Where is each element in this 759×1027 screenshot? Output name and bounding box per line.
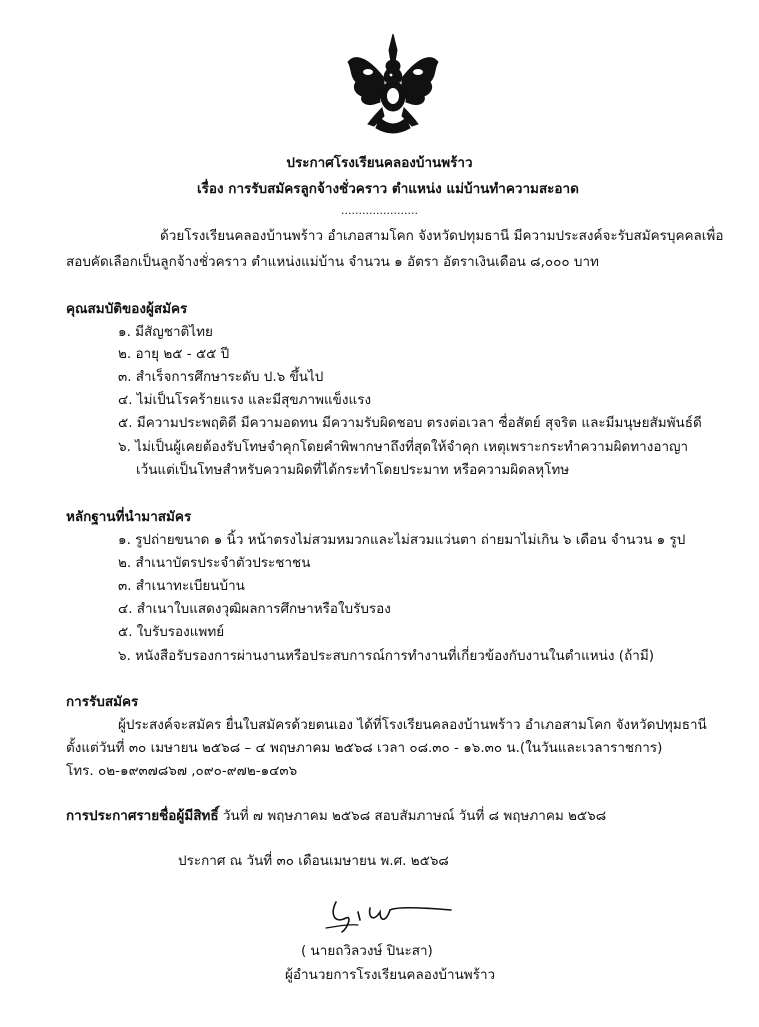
signer-name: ( นายถวิลวงษ์ ปินะสา)	[301, 943, 433, 959]
list-item-continuation: เว้นแต่เป็นโทษสำหรับความผิดที่ได้กระทำโดยประมาท หรือความผิดลหุโทษ	[136, 462, 570, 478]
garuda-emblem-icon	[344, 32, 442, 140]
announcement-subject: เรื่อง การรับสมัครลูกจ้างชั่วคราว ตำแหน่ง แม่บ้านทำความสะอาด	[197, 181, 579, 197]
list-item: ๓. สำเร็จการศึกษาระดับ ป.๖ ขึ้นไป	[118, 369, 324, 385]
list-item: ๖. หนังสือรับรองการผ่านงานหรือประสบการณ์การทำงานที่เกี่ยวข้องกับงานในตำแหน่ง (ถ้ามี)	[118, 648, 654, 664]
list-item: ๕. ใบรับรองแพทย์	[118, 624, 225, 640]
announcement-label: การประกาศรายชื่อผู้มีสิทธิ์	[66, 808, 219, 824]
intro-line-2: สอบคัดเลือกเป็นลูกจ้างชั่วคราว ตำแหน่งแม่บ้าน จำนวน ๑ อัตรา อัตราเงินเดือน ๘,๐๐๐ บาท	[66, 254, 599, 270]
page-title: ประกาศโรงเรียนคลองบ้านพร้าว	[286, 155, 473, 171]
contact-phone: โทร. ๐๒-๑๙๓๗๘๖๗ ,๐๙๐-๙๗๒-๑๔๓๖	[66, 763, 298, 779]
title-divider: ......................	[341, 204, 418, 217]
list-item: ๒. อายุ ๒๕ - ๕๕ ปี	[118, 346, 230, 362]
documents-heading: หลักฐานที่นำมาสมัคร	[66, 509, 192, 525]
list-item: ๑. รูปถ่ายขนาด ๑ นิ้ว หน้าตรงไม่สวมหมวกและไม่สวมแว่นตา ถ่ายมาไม่เกิน ๖ เดือน จำนวน ๑ รูป	[118, 532, 686, 548]
signer-position: ผู้อำนวยการโรงเรียนคลองบ้านพร้าว	[285, 967, 496, 983]
application-heading: การรับสมัคร	[66, 694, 139, 710]
announcement-dates: วันที่ ๗ พฤษภาคม ๒๕๖๘ สอบสัมภาษณ์ วันที่ ๘ พฤษภาคม ๒๕๖๘	[218, 808, 607, 824]
announcement-date: ประกาศ ณ วันที่ ๓๐ เดือนเมษายน พ.ศ. ๒๕๖๘	[178, 853, 449, 869]
application-line-2: ตั้งแต่วันที่ ๓๐ เมษายน ๒๕๖๘ – ๔ พฤษภาคม ๒๕๖๘ เวลา ๐๘.๓๐ - ๑๖.๓๐ น.(ในวันและเวลาราชการ)	[66, 740, 663, 756]
list-item: ๓. สำเนาทะเบียนบ้าน	[118, 578, 245, 594]
application-line-1: ผู้ประสงค์จะสมัคร ยื่นใบสมัครด้วยตนเอง ได้ที่โรงเรียนคลองบ้านพร้าว อำเภอสามโคก จังหวัดปทุมธานี	[118, 717, 707, 733]
list-item: ๖. ไม่เป็นผู้เคยต้องรับโทษจำคุกโดยคำพิพากษาถึงที่สุดให้จำคุก เหตุเพราะกระทำความผิดทางอาญา	[118, 439, 689, 455]
list-item: ๑. มีสัญชาติไทย	[118, 324, 213, 340]
list-item: ๔. ไม่เป็นโรคร้ายแรง และมีสุขภาพแข็งแรง	[118, 392, 372, 408]
qualifications-heading: คุณสมบัติของผู้สมัคร	[66, 301, 188, 317]
list-item: ๕. มีความประพฤติดี มีความอดทน มีความรับผิดชอบ ตรงต่อเวลา ซื่อสัตย์ สุจริต และมีมนุษยสัมพันธ์ดี	[118, 415, 702, 431]
list-item: ๒. สำเนาบัตรประจำตัวประชาชน	[118, 555, 311, 571]
announcement-line	[66, 808, 606, 824]
list-item: ๔. สำเนาใบแสดงวุฒิผลการศึกษาหรือใบรับรอง	[118, 601, 391, 617]
signature-image	[318, 888, 453, 934]
intro-line-1: ด้วยโรงเรียนคลองบ้านพร้าว อำเภอสามโคก จังหวัดปทุมธานี มีความประสงค์จะรับสมัครบุคคลเพื่อ	[160, 228, 724, 244]
